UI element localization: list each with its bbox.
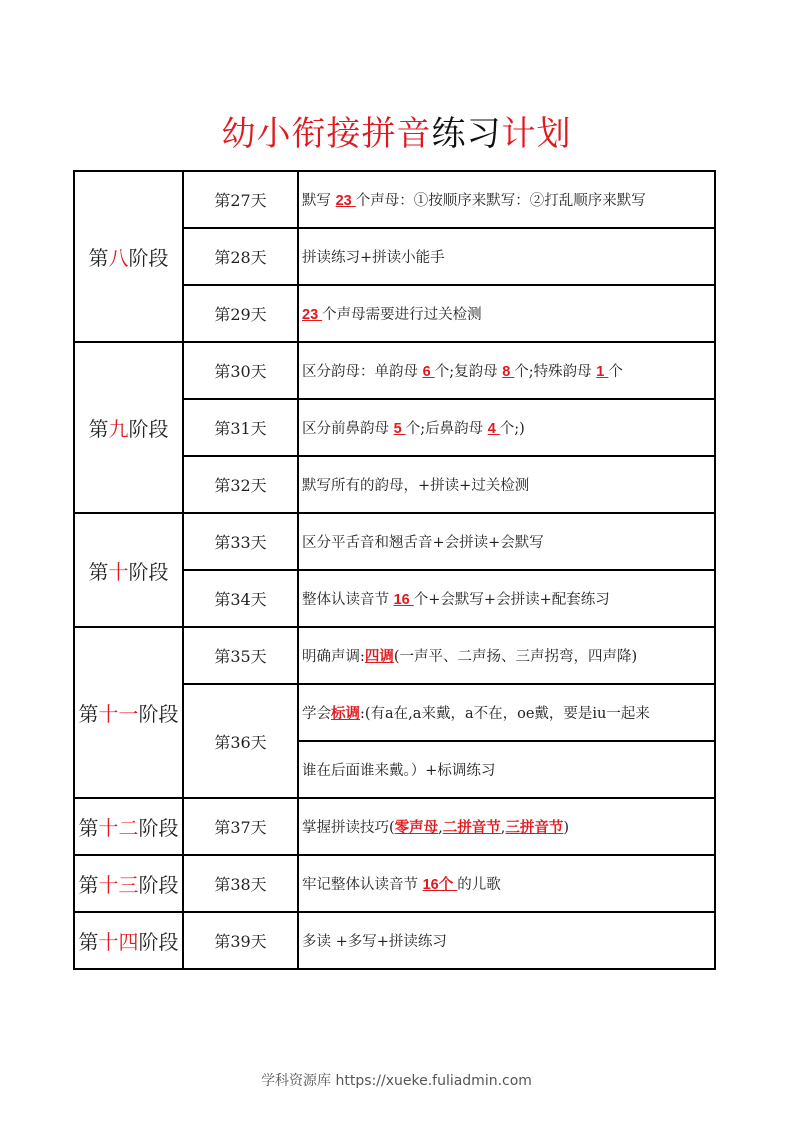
task-text: 个声母：①按顺序来默写：②打乱顺序来默写: [355, 193, 646, 209]
task-text: 学会: [302, 706, 331, 722]
table-row: [74, 855, 715, 912]
task-text: 拼读练习+拼读小能手: [302, 250, 445, 266]
stage-number: 十: [108, 559, 129, 584]
stage-cell: [74, 171, 183, 342]
footer-source: 学科资源库 https://xueke.fuliadmin.com: [261, 1073, 532, 1089]
task-count: 16: [393, 592, 414, 608]
stage-number: 八: [108, 246, 129, 270]
task-cell: [298, 399, 715, 456]
day-cell: 第29天: [183, 285, 298, 342]
task-cell: [298, 570, 715, 627]
task-cell: [298, 456, 715, 513]
task-cell: [298, 855, 715, 912]
table-row: [74, 513, 715, 570]
task-cell: [298, 627, 715, 684]
task-text: 明确声调:: [302, 649, 365, 665]
stage-number: 十二: [98, 816, 139, 840]
task-keyword: 零声母: [394, 819, 439, 836]
day-cell: 第30天: [183, 342, 298, 399]
stage-cell: [74, 513, 183, 627]
stage-cell: [74, 855, 183, 912]
page-title: [0, 110, 793, 158]
task-keyword: 四调: [364, 648, 394, 665]
table-row: [74, 798, 715, 855]
task-text: 区分平舌音和翘舌音+会拼读+会默写: [302, 535, 544, 551]
day-cell: 第32天: [183, 456, 298, 513]
task-cell: [298, 741, 715, 798]
task-cell: [298, 285, 715, 342]
task-count: 5: [393, 421, 406, 437]
task-text: 默写所有的韵母，+拼读+过关检测: [302, 478, 530, 494]
task-text: (一声平、二声扬、三声拐弯，四声降): [393, 649, 638, 665]
task-cell: [298, 228, 715, 285]
task-text: ,: [500, 820, 506, 836]
stage-label: 第: [88, 559, 109, 584]
task-text: 默写: [302, 193, 336, 209]
stage-label: 阶段: [138, 873, 179, 897]
task-text: 个;): [499, 421, 525, 437]
day-cell: 第27天: [183, 171, 298, 228]
task-text: 个;后鼻韵母: [405, 421, 488, 437]
table-row: [74, 171, 715, 228]
task-keyword: 二拼音节: [442, 819, 501, 836]
title-part1: 幼小衔接拼音: [221, 114, 432, 154]
task-cell: [298, 171, 715, 228]
stage-label: 第: [88, 417, 109, 441]
stage-label: 阶段: [138, 816, 179, 840]
day-cell: 第33天: [183, 513, 298, 570]
task-text: 个: [608, 364, 623, 380]
task-text: 整体认读音节: [302, 592, 394, 608]
day-cell: 第38天: [183, 855, 298, 912]
stage-label: 第: [78, 930, 99, 954]
stage-label: 阶段: [138, 702, 179, 726]
task-text: 个声母需要进行过关检测: [322, 307, 482, 323]
task-keyword: 三拼音节: [505, 819, 564, 836]
stage-cell: [74, 798, 183, 855]
task-cell: [298, 684, 715, 741]
task-count: 23: [302, 307, 323, 323]
task-text: 个;特殊韵母: [514, 364, 597, 380]
day-cell: 第39天: [183, 912, 298, 969]
plan-table: [73, 170, 716, 970]
day-cell: 第36天: [183, 684, 298, 798]
day-cell: 第37天: [183, 798, 298, 855]
stage-cell: [74, 912, 183, 969]
day-cell: 第31天: [183, 399, 298, 456]
task-cell: [298, 912, 715, 969]
task-text: 个;复韵母: [434, 364, 503, 380]
task-text: 谁在后面谁来戴。）+标调练习: [302, 763, 496, 779]
task-cell: [298, 798, 715, 855]
stage-number: 十四: [98, 930, 139, 954]
task-text: :(有a在,a来戴，a不在，oe戴，要是iu一起来: [360, 706, 650, 722]
task-text: ): [563, 820, 570, 836]
task-count: 6: [422, 364, 435, 380]
stage-label: 第: [78, 873, 99, 897]
task-cell: [298, 513, 715, 570]
stage-label: 第: [88, 246, 109, 270]
task-keyword: 标调: [331, 705, 360, 722]
stage-label: 阶段: [128, 246, 169, 270]
stage-number: 十一: [98, 702, 139, 726]
stage-number: 九: [108, 417, 129, 441]
stage-cell: [74, 342, 183, 513]
task-count: 8: [502, 364, 515, 380]
table-row: [74, 342, 715, 399]
title-part2: 练习: [431, 114, 502, 154]
task-count: 4: [487, 421, 500, 437]
table-row: [74, 627, 715, 684]
stage-label: 第: [78, 702, 99, 726]
task-count: 1: [596, 364, 609, 380]
task-text: 区分韵母：单韵母: [302, 364, 423, 380]
stage-label: 阶段: [128, 559, 169, 584]
task-cell: [298, 342, 715, 399]
stage-label: 阶段: [138, 930, 179, 954]
stage-label: 第: [78, 816, 99, 840]
task-text: 掌握拼读技巧(: [302, 820, 395, 836]
title-part3: 计划: [501, 114, 572, 154]
stage-cell: [74, 627, 183, 798]
day-cell: 第35天: [183, 627, 298, 684]
task-text: 个+会默写+会拼读+配套练习: [413, 592, 610, 608]
task-text: 多读 +多写+拼读练习: [302, 934, 447, 950]
task-text: ,: [438, 820, 443, 836]
stage-number: 十三: [98, 873, 139, 897]
task-count: 23: [335, 193, 356, 209]
task-text: 的儿歌: [457, 877, 501, 893]
task-text: 区分前鼻韵母: [302, 421, 394, 437]
day-cell: 第28天: [183, 228, 298, 285]
table-row: [74, 912, 715, 969]
task-count: 16个: [422, 877, 458, 893]
task-text: 牢记整体认读音节: [302, 877, 423, 893]
stage-label: 阶段: [128, 417, 169, 441]
day-cell: 第34天: [183, 570, 298, 627]
